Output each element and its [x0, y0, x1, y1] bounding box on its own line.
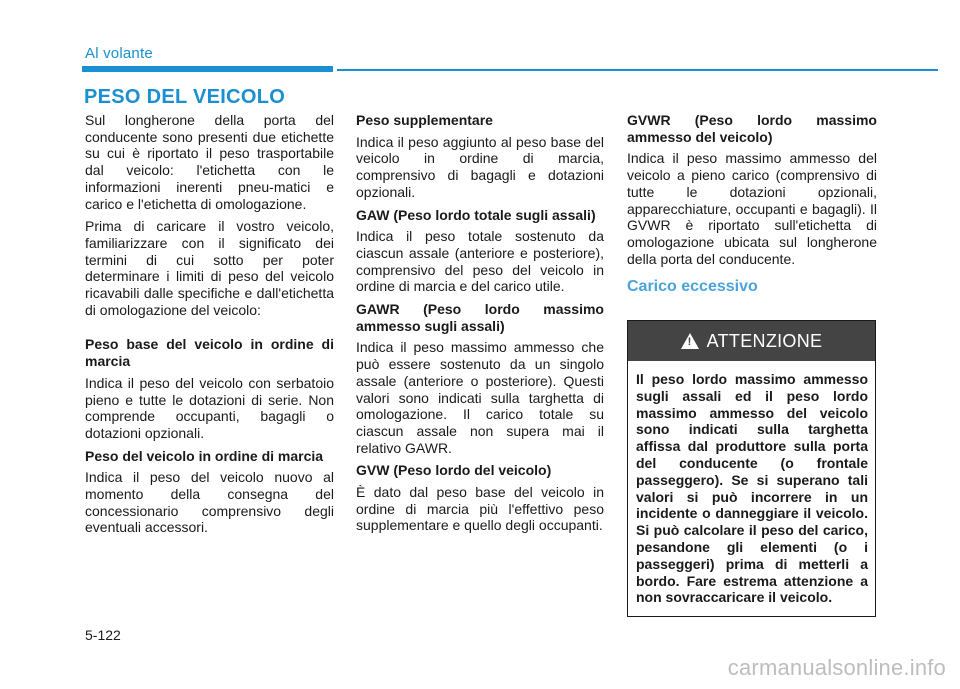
delivered-weight-heading: Peso del veicolo in ordine di marcia: [85, 447, 324, 464]
column-right: [627, 112, 877, 296]
header-rule-thick: [82, 66, 333, 72]
warning-text: Il peso lordo massimo ammesso sugli assali ed il peso lordo massimo ammesso del veicolo sono indicati sulla targhetta affissa dal produttore sulla porta del conducente (o frontale passeggero). Se si superano tali valori si può incorrere in un incidente o danneggiare il veicolo. Si può calcolare il peso del carico, pesandone gli elementi (o i passeggeri) prima di metterli a bordo. Fare estrema attenzione a non sovraccaricare il veicolo.: [636, 371, 868, 606]
cargo-weight-text: Indica il peso aggiunto al peso base del veicolo in ordine di marcia, comprensivo di bagagli e dotazioni opzionali.: [356, 133, 604, 200]
watermark: carmanualsonline.info: [727, 655, 946, 680]
column-left: [85, 112, 334, 542]
page-number: 5-122: [85, 627, 121, 643]
gvw-heading: GVW (Peso lordo del veicolo): [356, 462, 552, 479]
gvwr-heading: GVWR (Peso lordo massimo ammesso del veicolo): [627, 112, 877, 145]
gvw-text: È dato dal peso base del veicolo in ordine di marcia più l'effettivo peso supplementare e quello degli occupanti.: [356, 484, 604, 534]
curb-weight-heading: Peso base del veicolo in ordine di marcia: [85, 336, 334, 370]
gvwr-text: Indica il peso massimo ammesso del veicolo a pieno carico (comprensivo di tutte le dotazioni opzionali, apparecchiature, occupanti e bagagli). Il GVWR è riportato sull'etichetta di omologazione ubicata sul longherone della porta del conducente.: [627, 150, 877, 267]
column-middle: [356, 112, 604, 540]
gaw-heading: GAW (Peso lordo totale sugli assali): [356, 206, 596, 223]
overload-subtitle: Carico eccessivo: [627, 278, 758, 296]
gaw-text: Indica il peso totale sostenuto da ciascun assale (anteriore e posteriore), comprensivo del peso del veicolo in ordine di marcia e del carico utile.: [356, 228, 604, 295]
intro-paragraph: Sul longherone della porta del conducente sono presenti due etichette su cui è riportato il peso trasportabile dal veicolo: l'etichetta con le informazioni inerenti pneu-matici e carico e l'etichetta di omologazione.: [85, 112, 334, 212]
gawr-text: Indica il peso massimo ammesso che può essere sostenuto da un singolo assale (anteriore o posteriore). Questi valori sono indicati sulla targhetta di omologazione. Il carico totale su ciascun assale non supera mai il relativo GAWR.: [356, 339, 604, 456]
cargo-weight-heading: Peso supplementare: [356, 112, 493, 128]
delivered-weight-text: Indica il peso del veicolo nuovo al momento della consegna del concessionario comprensivo degli eventuali accessori.: [85, 469, 334, 536]
header-rule-thin: [337, 69, 938, 71]
section-label: Al volante: [85, 45, 153, 62]
curb-weight-text: Indica il peso del veicolo con serbatoio pieno e tutte le dotazioni di serie. Non comprende occupanti, bagagli o dotazioni opzionali.: [85, 374, 334, 441]
warning-label: ATTENZIONE: [706, 330, 823, 351]
warning-header: [628, 321, 875, 361]
warning-box: [627, 320, 876, 617]
gawr-heading: GAWR (Peso lordo massimo ammesso sugli assali): [356, 301, 604, 334]
warning-triangle-icon: !: [681, 333, 699, 349]
page-title: PESO DEL VEICOLO: [84, 86, 286, 108]
intro-paragraph: Prima di caricare il vostro veicolo, familiarizzare con il significato dei termini di cui sotto per poter determinare i limiti di peso del veicolo ricavabili dalle specifiche e dall'etichetta di omologazione del veicolo:: [85, 218, 334, 318]
